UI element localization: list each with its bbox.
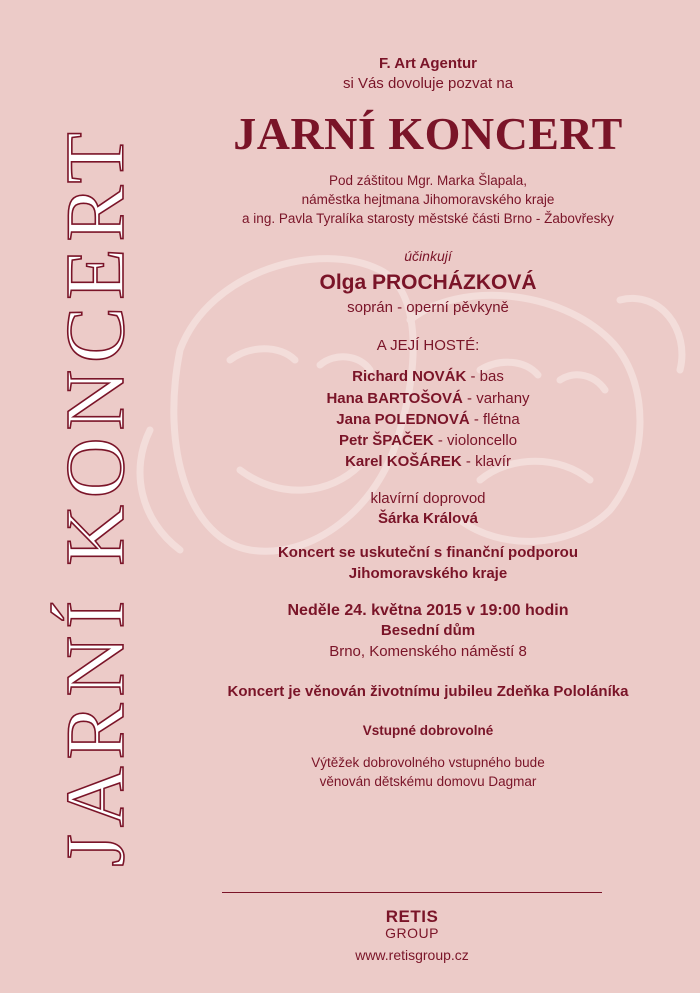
invite-line: si Vás dovoluje pozvat na [342, 75, 514, 93]
logo-name: RETIS [385, 907, 439, 926]
website-link[interactable]: www.retisgroup.cz [355, 946, 469, 963]
side-title: JARNÍ KONCERT [49, 125, 142, 867]
dedication: Koncert je věnován životnímu jubileu Zdeňka Pololáníka [227, 682, 629, 700]
patronage-block [190, 171, 666, 228]
guest-role: - klavír [461, 453, 511, 471]
support-line: Koncert se uskuteční s finanční podporou [277, 544, 579, 562]
guest-role: - varhany [462, 389, 530, 407]
guest-item [190, 366, 666, 387]
guest-name: Jana POLEDNOVÁ [336, 410, 470, 428]
proceeds-note [190, 754, 666, 790]
proceeds-line: Výtěžek dobrovolného vstupného bude [311, 755, 545, 771]
guest-name: Petr ŠPAČEK [338, 432, 434, 450]
accompaniment-label: klavírní doprovod [370, 489, 486, 507]
guest-name: Richard NOVÁK [352, 368, 467, 386]
support-line: Jihomoravského kraje [348, 564, 508, 582]
concert-title: JARNÍ KONCERT [233, 107, 623, 159]
guest-item [190, 451, 666, 472]
agency-name: F. Art Agentur [378, 55, 478, 72]
guest-list [190, 366, 666, 472]
guest-name: Hana BARTOŠOVÁ [326, 389, 463, 407]
guests-heading: A JEJÍ HOSTÉ: [376, 337, 480, 355]
retis-logo [300, 908, 524, 963]
admission-note: Vstupné dobrovolné [362, 723, 494, 739]
guest-role: - violoncello [433, 432, 518, 450]
event-venue: Besední dům [380, 622, 476, 640]
logo-group: GROUP [385, 924, 439, 941]
accompaniment-name: Šárka Králová [377, 510, 479, 528]
guest-role: - bas [466, 368, 504, 386]
guest-item [190, 430, 666, 451]
guest-item [190, 388, 666, 409]
performing-label: účinkují [404, 247, 452, 264]
soloist-role: soprán - operní pěvkyně [347, 298, 509, 316]
guest-role: - flétna [469, 410, 520, 428]
invitation-content [190, 54, 666, 791]
soloist-name: Olga PROCHÁZKOVÁ [319, 271, 537, 295]
patronage-line: Pod záštitou Mgr. Marka Šlapala, [328, 173, 528, 189]
patronage-line: a ing. Pavla Tyralíka starosty městské části Brno - Žabovřesky [242, 211, 614, 227]
guest-name: Karel KOŠÁREK [345, 453, 462, 471]
event-date: Neděle 24. května 2015 v 19:00 hodin [287, 601, 569, 619]
footer-divider [222, 892, 602, 893]
guest-item [190, 409, 666, 430]
support-note [190, 543, 666, 584]
patronage-line: náměstka hejtmana Jihomoravského kraje [301, 192, 555, 208]
event-address: Brno, Komenského náměstí 8 [329, 642, 527, 660]
proceeds-line: věnován dětskému domovu Dagmar [319, 773, 537, 789]
